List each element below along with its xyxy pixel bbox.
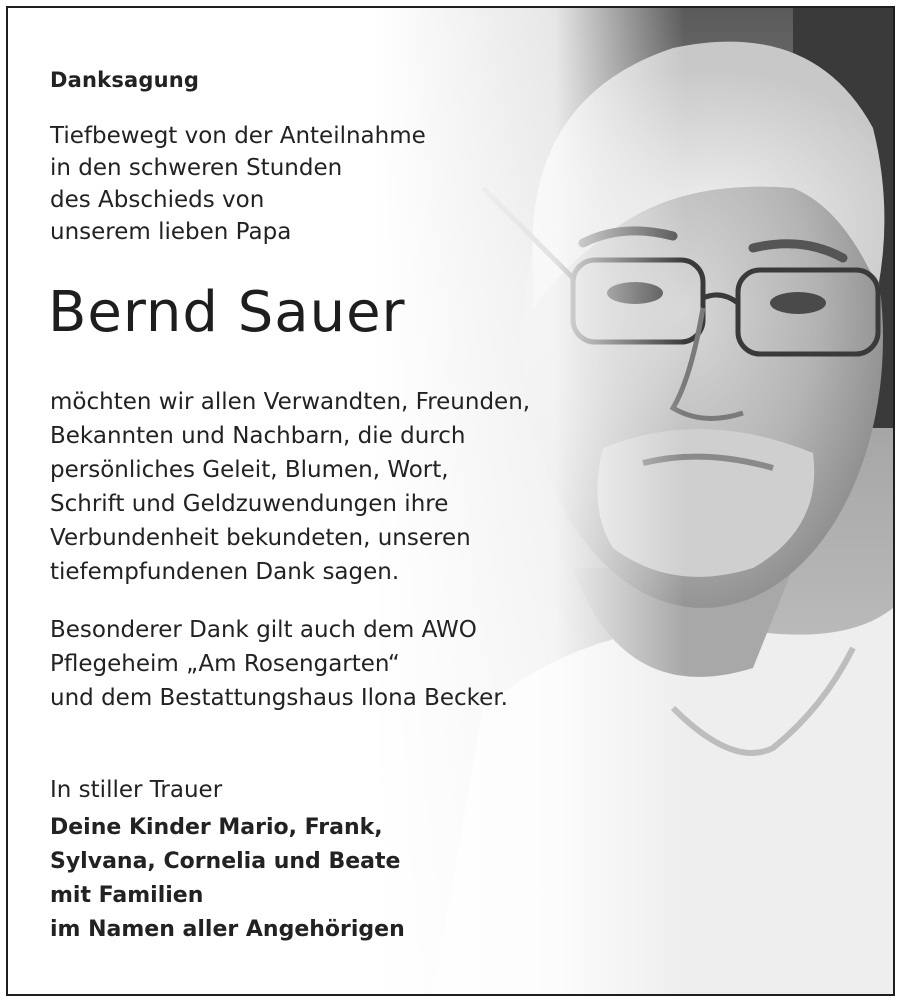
signatory-line: Sylvana, Cornelia und Beate [50, 849, 401, 874]
signatory-line: Deine Kinder Mario, Frank, [50, 815, 383, 840]
intro-line: in den schweren Stunden [50, 155, 343, 181]
obituary-notice [6, 6, 895, 996]
intro-line: des Abschieds von [50, 187, 265, 213]
special-thanks-line: Besonderer Dank gilt auch dem AWO [50, 617, 477, 643]
mourning-intro: In stiller Trauer [50, 777, 223, 803]
intro-line: Tiefbewegt von der Anteilnahme [50, 123, 426, 149]
special-thanks-line: Pflegeheim „Am Rosengarten“ [50, 651, 400, 677]
thanks-line: Verbundenheit bekundeten, unseren [50, 525, 471, 551]
deceased-name: Bernd Sauer [48, 280, 406, 345]
intro-line: unserem lieben Papa [50, 219, 292, 245]
thanks-line: möchten wir allen Verwandten, Freunden, [50, 389, 531, 415]
special-thanks-line: und dem Bestattungshaus Ilona Becker. [50, 685, 508, 711]
thanks-line: tiefempfundenen Dank sagen. [50, 559, 400, 585]
thanks-line: Schrift und Geldzuwendungen ihre [50, 491, 449, 517]
thanks-line: persönliches Geleit, Blumen, Wort, [50, 457, 449, 483]
notice-heading: Danksagung [50, 68, 200, 92]
notice-text [8, 8, 893, 994]
signatory-line: mit Familien [50, 883, 204, 908]
thanks-line: Bekannten und Nachbarn, die durch [50, 423, 466, 449]
signatory-line: im Namen aller Angehörigen [50, 917, 405, 942]
